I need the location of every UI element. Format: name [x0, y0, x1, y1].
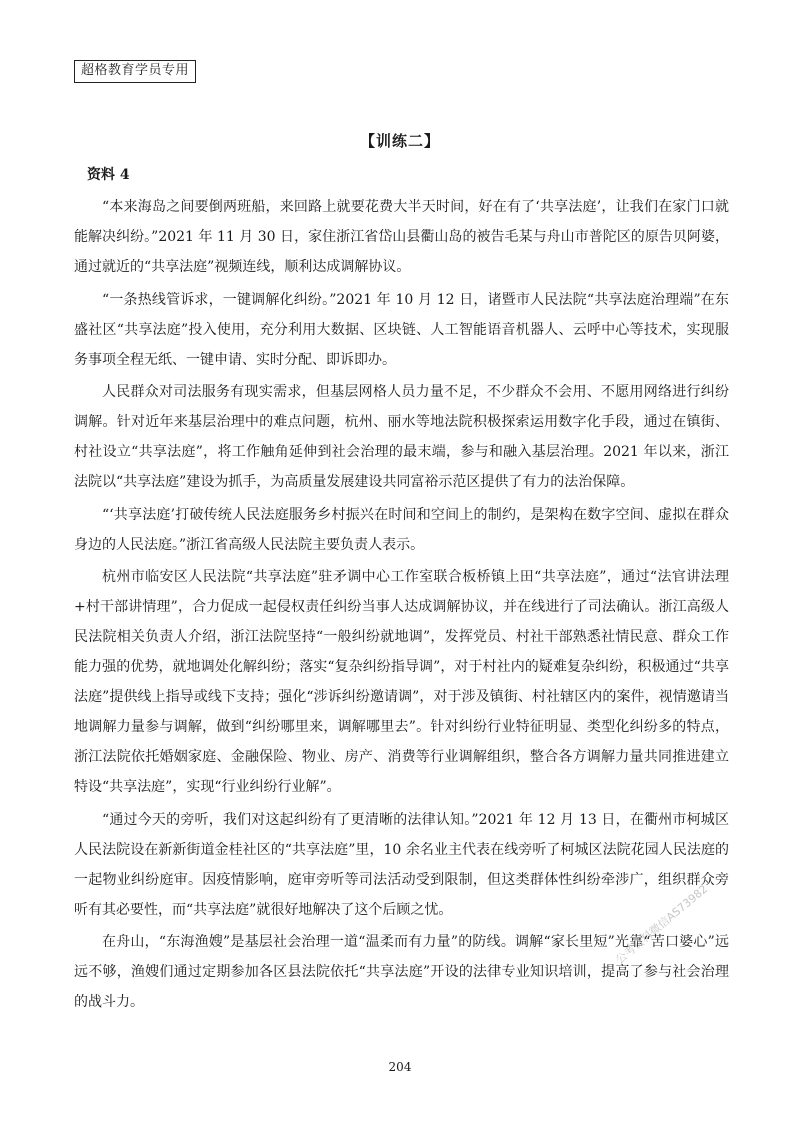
- material-content: [74, 160, 729, 1020]
- paragraph: “通过今天的旁听，我们对这起纠纷有了更清晰的法律认知。”2021 年 12 月 13 日，在衢州市柯城区人民法院设在新新街道金桂社区的“共享法庭”里，10 余名业主代表在线旁听了柯城区法院花园人民法庭的一起物业纠纷庭审。因疫情影响，庭审旁听等司法活动受到限制，但这类群体性纠纷牵涉广，组织群众旁听有其必要性，而“共享法庭”就很好地解决了这个后顾之忧。: [74, 811, 729, 918]
- paragraph: 在舟山，“东海渔嫂”是基层社会治理一道“温柔而有力量”的防线。调解“家长里短”光靠“苦口婆心”远远不够，渔嫂们通过定期参加各区县法院依托“共享法庭”开设的法律专业知识培训，提高了参与社会治理的战斗力。: [74, 934, 729, 1010]
- material-label: 资料 4: [87, 167, 130, 183]
- paragraph: “本来海岛之间要倒两班船，来回路上就要花费大半天时间，好在有了‘共享法庭’，让我们在家门口就能解决纠纷。”2021 年 11 月 30 日，家住浙江省岱山县衢山岛的被告毛某与舟山市普陀区的原告贝阿婆，通过就近的“共享法庭”视频连线，顺利达成调解协议。: [74, 199, 729, 275]
- page-number: 204: [388, 1060, 412, 1074]
- paragraph: “一条热线管诉求，一键调解化纠纷。”2021 年 10 月 12 日，诸暨市人民法院“共享法庭治理端”在东盛社区“共享法庭”投入使用，充分利用大数据、区块链、人工智能语音机器人、云呼中心等技术，实现服务事项全程无纸、一键申请、实时分配、即诉即办。: [74, 291, 729, 368]
- watermark: 公考资料微信AS73982: [613, 882, 711, 967]
- paragraph: 人民群众对司法服务有现实需求，但基层网格人员力量不足，不少群众不会用、不愿用网络进行纠纷调解。针对近年来基层治理中的难点问题，杭州、丽水等地法院积极探索运用数字化手段，通过在镇街、村社设立“共享法庭”，将工作触角延伸到社会治理的最末端，参与和融入基层治理。2021 年以来，浙江法院以“共享法庭”建设为抓手，为高质量发展建设共同富裕示范区提供了有力的法治保障。: [74, 384, 729, 490]
- paragraph: “‘共享法庭’打破传统人民法庭服务乡村振兴在时间和空间上的制约，是架构在数字空间、虚拟在群众身边的人民法庭。”浙江省高级人民法院主要负责人表示。: [74, 506, 729, 553]
- section-title: 【训练二】: [359, 132, 440, 150]
- header-label: 超格教育学员专用: [74, 60, 196, 83]
- paragraph: 杭州市临安区人民法院“共享法庭”驻矛调中心工作室联合板桥镇上田“共享法庭”，通过“法官讲法理+村干部讲情理”，合力促成一起侵权责任纠纷当事人达成调解协议，并在线进行了司法确认。浙江高级人民法院相关负责人介绍，浙江法院坚持“一般纠纷就地调”，发挥党员、村社干部熟悉社情民意、群众工作能力强的优势，就地调处化解纠纷；落实“复杂纠纷指导调”，对于村社内的疑难复杂纠纷，积极通过“共享法庭”提供线上指导或线下支持；强化“涉诉纠纷邀请调”，对于涉及镇街、村社辖区内的案件，视情邀请当地调解力量参与调解，做到“纠纷哪里来，调解哪里去”。针对纠纷行业特征明显、类型化纠纷多的特点，浙江法院依托婚姻家庭、金融保险、物业、房产、消费等行业调解组织，整合各方调解力量共同推进建立特设“共享法庭”，实现“行业纠纷行业解”。: [74, 569, 729, 795]
